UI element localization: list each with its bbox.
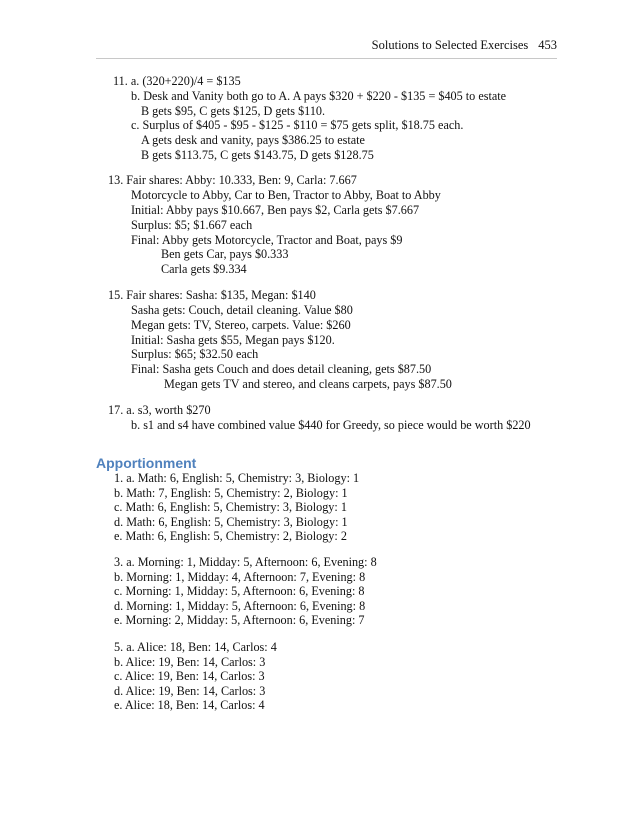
text-line: b. Desk and Vanity both go to A. A pays $320 + $220 - $135 = $405 to estate (131, 89, 507, 103)
text-line: 15. Fair shares: Sasha: $135, Megan: $140 (108, 288, 316, 302)
text-line: 13. Fair shares: Abby: 10.333, Ben: 9, Carla: 7.667 (108, 173, 357, 187)
text-line: Surplus: $65; $32.50 each (131, 347, 259, 361)
text-line: 3. a. Morning: 1, Midday: 5, Afternoon: 6, Evening: 8 (114, 555, 377, 569)
text-line: B gets $113.75, C gets $143.75, D gets $128.75 (141, 148, 374, 162)
section-heading: Apportionment (96, 455, 197, 471)
text-line: 1. a. Math: 6, English: 5, Chemistry: 3, Biology: 1 (114, 471, 360, 485)
text-line: 17. a. s3, worth $270 (108, 403, 211, 417)
text-line: Sasha gets: Couch, detail cleaning. Value $80 (131, 303, 353, 317)
text-line: b. Alice: 19, Ben: 14, Carlos: 3 (114, 655, 266, 669)
text-line: Final: Sasha gets Couch and does detail cleaning, gets $87.50 (131, 362, 432, 376)
text-line: B gets $95, C gets $125, D gets $110. (141, 104, 326, 118)
text-line: e. Alice: 18, Ben: 14, Carlos: 4 (114, 698, 265, 712)
header-divider (96, 58, 557, 59)
text-line: 11. a. (320+220)/4 = $135 (113, 74, 241, 88)
text-line: c. Alice: 19, Ben: 14, Carlos: 3 (114, 669, 265, 683)
text-line: d. Morning: 1, Midday: 5, Afternoon: 6, Evening: 8 (114, 599, 366, 613)
page-header (372, 38, 557, 53)
text-line: c. Morning: 1, Midday: 5, Afternoon: 6, Evening: 8 (114, 584, 365, 598)
text-line: Motorcycle to Abby, Car to Ben, Tractor to Abby, Boat to Abby (131, 188, 441, 202)
text-line: Ben gets Car, pays $0.333 (161, 247, 289, 261)
running-title: Solutions to Selected Exercises (371, 38, 529, 52)
text-line: b. s1 and s4 have combined value $440 for Greedy, so piece would be worth $220 (131, 418, 531, 432)
text-line: d. Math: 6, English: 5, Chemistry: 3, Biology: 1 (114, 515, 348, 529)
text-line: Initial: Sasha gets $55, Megan pays $120. (131, 333, 335, 347)
text-line: Megan gets TV and stereo, and cleans carpets, pays $87.50 (164, 377, 452, 391)
text-line: e. Morning: 2, Midday: 5, Afternoon: 6, Evening: 7 (114, 613, 365, 627)
page-number: 453 (538, 38, 557, 52)
text-line: c. Math: 6, English: 5, Chemistry: 3, Biology: 1 (114, 500, 347, 514)
text-line: Megan gets: TV, Stereo, carpets. Value: $260 (131, 318, 351, 332)
text-line: A gets desk and vanity, pays $386.25 to estate (141, 133, 365, 147)
text-line: Final: Abby gets Motorcycle, Tractor and Boat, pays $9 (131, 233, 403, 247)
text-line: b. Morning: 1, Midday: 4, Afternoon: 7, Evening: 8 (114, 570, 366, 584)
text-line: c. Surplus of $405 - $95 - $125 - $110 = $75 gets split, $18.75 each. (131, 118, 464, 132)
text-line: 5. a. Alice: 18, Ben: 14, Carlos: 4 (114, 640, 277, 654)
text-line: Surplus: $5; $1.667 each (131, 218, 253, 232)
text-line: e. Math: 6, English: 5, Chemistry: 2, Biology: 2 (114, 529, 347, 543)
text-line: Carla gets $9.334 (161, 262, 247, 276)
text-line: Initial: Abby pays $10.667, Ben pays $2, Carla gets $7.667 (131, 203, 420, 217)
text-line: d. Alice: 19, Ben: 14, Carlos: 3 (114, 684, 266, 698)
text-line: b. Math: 7, English: 5, Chemistry: 2, Biology: 1 (114, 486, 348, 500)
